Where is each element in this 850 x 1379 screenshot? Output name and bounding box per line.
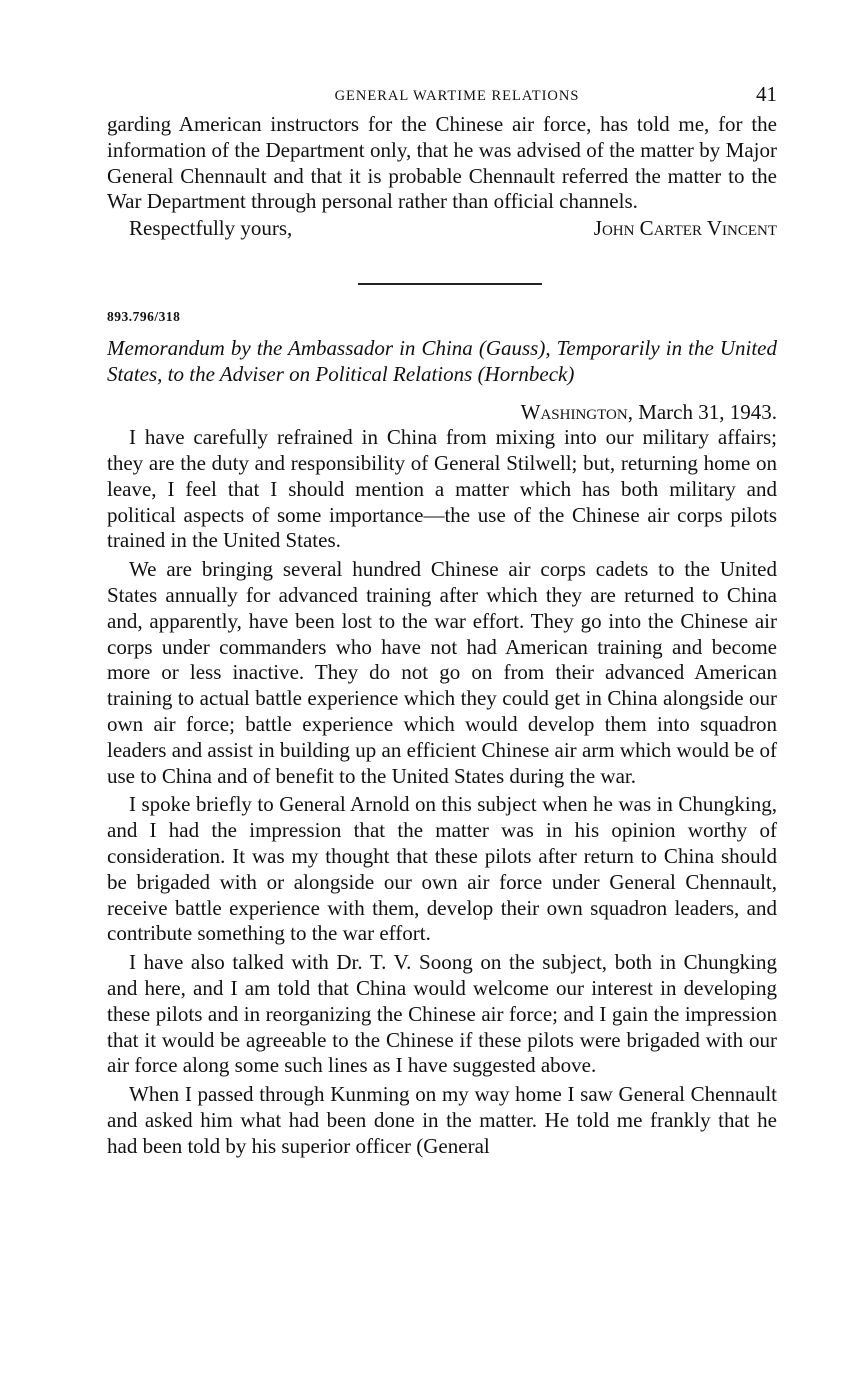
body-paragraph: I have also talked with Dr. T. V. Soong on the subject, both in Chungking and here, and I am told that China would welcome our interest in developing these pilots and in reorganizing the Chinese air force; and I gain the impression that it would be agreeable to the Chinese if these pilots were brigaded with our air force along some such lines as I have suggested above. xyxy=(107,950,777,1078)
letter-continuation: garding American instructors for the Chinese air force, has told me, for the information of the Department only, that he was advised of the matter by Major General Chennault and that it is probable Chennault referred the matter to the War Department through personal rather than official channels. xyxy=(107,112,777,214)
dateline xyxy=(107,399,777,425)
body-paragraph: We are bringing several hundred Chinese air corps cadets to the United States annually for advanced training after which they are returned to China and, apparently, have been lost to the war effort. They go into the Chinese air corps under commanders who have not had American training and become more or less inactive. They do not go on from their advanced American training to actual battle experience which they could get in China alongside our own air force; battle experience which would develop them into squadron leaders and assist in building up an efficient Chinese air arm which would be of use to China and of benefit to the United States during the war. xyxy=(107,557,777,788)
running-title: GENERAL WARTIME RELATIONS xyxy=(334,88,580,104)
body-paragraph: I spoke briefly to General Arnold on this subject when he was in Chungking, and I had the impression that the matter was in his opinion worthy of consideration. It was my thought that these pilots after return to China should be brigaded with or alongside our own air force under General Chennault, receive battle experience with them, develop their own squadron leaders, and contribute something to the war effort. xyxy=(107,792,777,946)
memorandum-title: Memorandum by the Ambassador in China (Gauss), Temporarily in the United States, to the Adviser on Political Relations (Hornbeck) xyxy=(107,336,777,387)
section-divider xyxy=(358,283,542,285)
body-paragraph: I have carefully refrained in China from mixing into our military affairs; they are the duty and responsibility of General Stilwell; but, returning home on leave, I feel that I should mention a matter which has both military and political aspects of some importance—the use of the Chinese air corps pilots trained in the United States. xyxy=(107,425,777,553)
complimentary-close: Respectfully yours, xyxy=(129,216,293,241)
dateline-date: , March 31, 1943. xyxy=(627,400,777,425)
running-header xyxy=(107,80,777,112)
letter-closing xyxy=(107,215,777,241)
signature: John Carter Vincent xyxy=(593,216,777,241)
dateline-place: Washington xyxy=(520,400,628,425)
file-number: 893.796/318 xyxy=(107,309,181,325)
body-paragraph: When I passed through Kunming on my way home I saw General Chennault and asked him what had been done in the matter. He told me frankly that he had been told by his superior officer (General xyxy=(107,1082,777,1158)
page-number: 41 xyxy=(756,82,777,106)
document-page xyxy=(107,80,777,1160)
